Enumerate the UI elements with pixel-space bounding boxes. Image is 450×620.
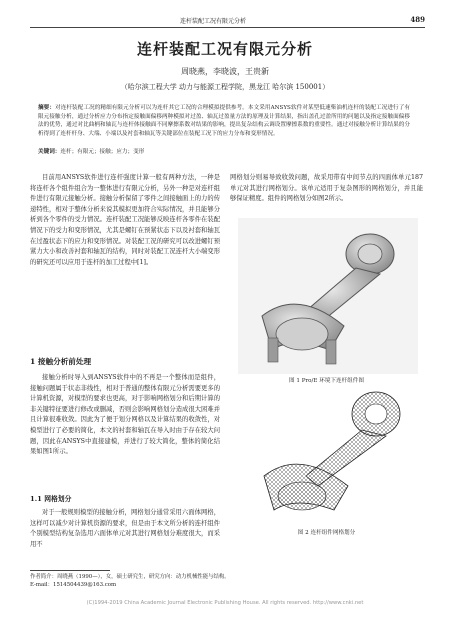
keywords-text: 连杆；有限元；接触；应力；变形 (60, 149, 145, 155)
footnote (30, 573, 425, 589)
section-heading-1: 1 接触分析前处理 (30, 357, 92, 366)
abstract (38, 104, 410, 139)
running-title: 连杆装配工况有限元分析 (180, 18, 247, 25)
affiliation: （哈尔滨工程大学 动力与能源工程学院，黑龙江 哈尔滨 150001） (120, 83, 330, 91)
section1-1-paragraph: 对于一般规则模型的接触分析，网格划分通常采用六面体网格，这样可以减少对计算机资源的要求，但是由于本文所分析的连杆组件个别模型结构复杂选用六面体单元对其进行网格划分难度很大，而采用不 (30, 509, 220, 548)
intro-paragraph: 目前用ANSYS软件进行连杆强度计算一般有两种方法，一种是将连杆各个组件组合为一整体进行有限元分析，另外一种是对连杆组件进行有限元接触分析。接触分析保留了零件之间接触面上的力的传递特性，相对于整体分析来说其模拟更加符合实际情况，并且能够分析到各个零件的受力情况。连杆装配工况能够反映连杆各零件在装配情况下的受力和变形情况，尤其是螺钉在预紧状态下以及衬套和轴瓦在过盈状态下的应力和变形情况。对装配工况的研究可以改进螺钉预紧力大小和改善衬套和轴瓦的结构，同时对装配工况连杆大小端变形的研究还可以应用于连杆的加工过程中[1]。 (30, 174, 220, 266)
right-column-paragraph: 网格划分则易导致收敛问题，故采用带有中间节点的四面体单元187单元对其进行网格划分。该单元适用于复杂图形的网格划分，并且能够保证精度。组件的网格划分如图2所示。 (230, 174, 423, 203)
footnote-divider (30, 570, 110, 571)
running-header (30, 12, 425, 28)
figure-1-caption: 图 1 Pro/E 环境下连杆组件图 (288, 378, 364, 384)
page-number: 489 (410, 15, 425, 24)
footnote-email: E-mail：1514504439@163.com (30, 582, 117, 588)
figure-2-caption: 图 2 连杆组件网格划分 (297, 530, 356, 536)
footnote-author: 作者简介：周晓燕（1990—），女，硕士研究生，研究方向：动力机械性能与结构。 (30, 574, 230, 580)
section1-paragraph: 接触分析时导入到ANSYS软件中的不再是一个整体而是组件，接触问题属于状态非线性，相对于普通的整体有限元分析需要更多的计算机资源，对模型的要求也更高，对于影响网格划分和后期计算的非关键特征要进行修改或删减，否则会影响网格划分造成很大困难并且计算很难收敛。因此为了便于划分网格以及计算结果的收敛性，对模型进行了必要的简化，本文的衬套和轴瓦在导入时由于存在较大问题，因此在ANSYS中直接建模，并进行了较大简化，整体的简化结果如图1所示。 (30, 374, 220, 456)
paper-title: 连杆装配工况有限元分析 (136, 40, 313, 58)
section-heading-1-1: 1.1 网格划分 (30, 495, 72, 503)
copyright-line: (C)1994-2019 China Academic Journal Electronic Publishing House. All rights reserved. http://www.cnki.net (86, 600, 364, 606)
keywords (38, 148, 410, 156)
figure-2-mesh (238, 384, 418, 524)
keywords-label: 关键词： (38, 149, 61, 155)
author-list: 周晓燕，李晓波，王贵新 (181, 67, 269, 76)
abstract-text: 对连杆装配工况的精细有限元分析可以为连杆其它工况的合理模拟提供参考。本文采用ANSYS软件对某型低速柴油机连杆的装配工况进行了有限元接触分析，通过分析应力分布指定接触面偏移两种模拟对过盈、轴瓦过盈量方法的原理及计算结果，指出盖孔过盈所用的问题以及指定接触面偏移法的优势，通过对比曲柄和轴瓦与连杆体接触面不同摩擦系数对结果的影响，提出复杂结构云调设置摩擦系数的重要性。通过对接触分析计算结果的分析得到了连杆杆身、大端、小端以及衬套和轴瓦等关键部位在装配工况下的应力分布和变形情况。 (38, 105, 410, 138)
abstract-label: 摘要： (38, 105, 56, 111)
figure-1-connecting-rod-model (238, 218, 418, 374)
